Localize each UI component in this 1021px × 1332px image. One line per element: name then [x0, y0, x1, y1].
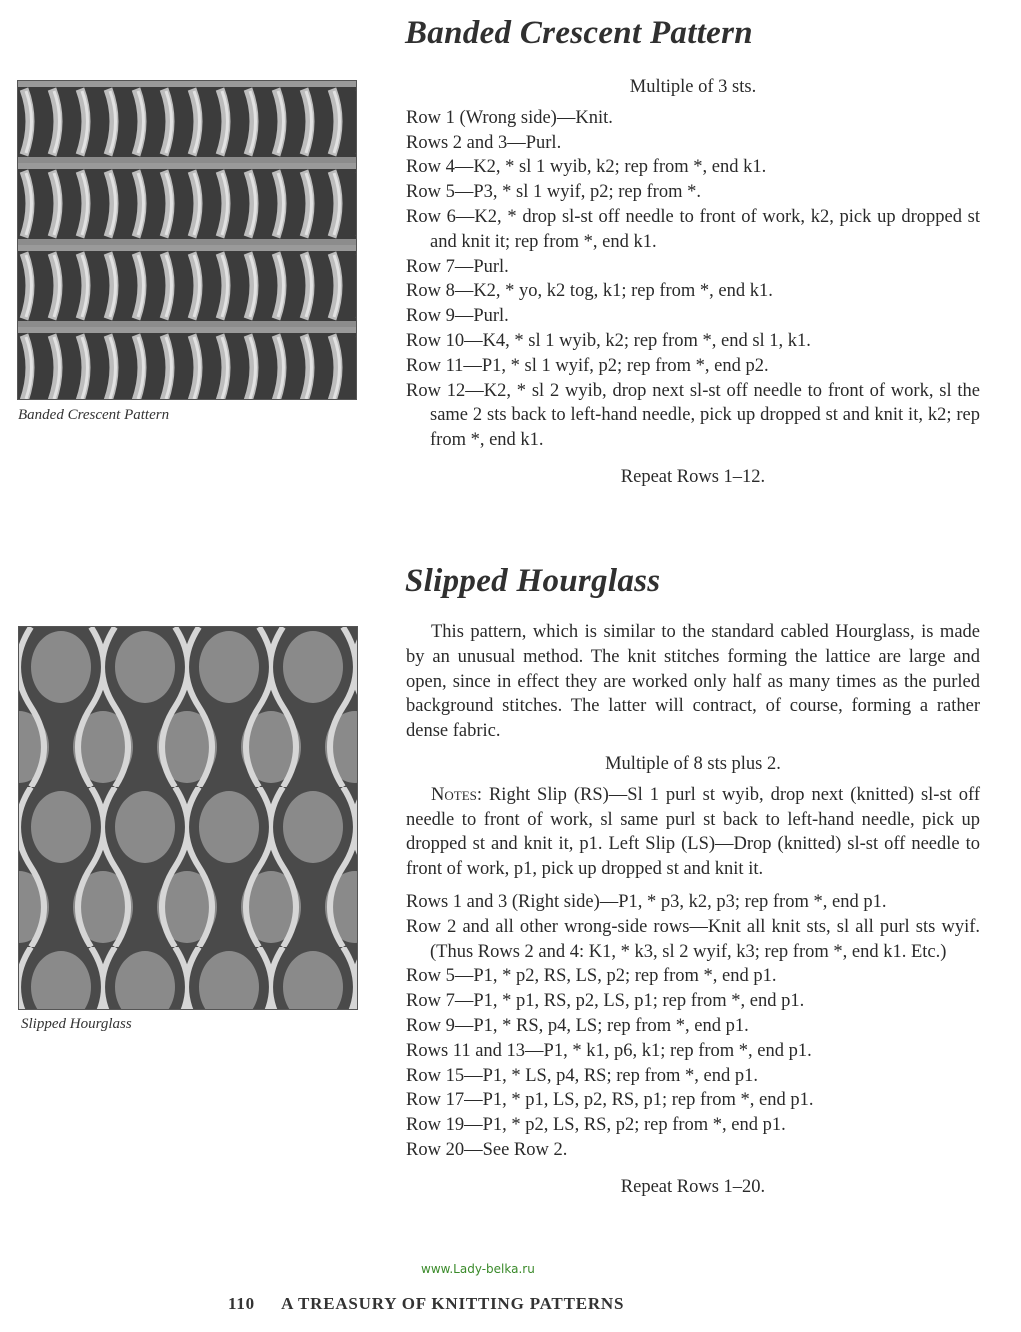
hourglass-swatch-image [19, 627, 357, 1009]
swatch-caption: Banded Crescent Pattern [18, 407, 170, 423]
row-instruction: Row 5—P3, * sl 1 wyif, p2; rep from *. [406, 182, 701, 203]
row-instruction: Row 7—P1, * p1, RS, p2, LS, p1; rep from *, end p1. [406, 991, 805, 1012]
row-instruction: Row 4—K2, * sl 1 wyib, k2; rep from *, end k1. [406, 157, 767, 178]
row-instruction: Row 1 (Wrong side)—Knit. [406, 107, 613, 128]
row-instruction: Row 9—Purl. [406, 306, 509, 327]
pattern-title-slipped-hourglass: Slipped Hourglass [405, 563, 661, 599]
row-instruction: Row 12—K2, * sl 2 wyib, drop next sl-st off needle to front of work, sl the same 2 sts back to left-hand needle, pick up dropped st and knit it, k2; rep from *, end k1. [406, 380, 980, 451]
pattern-instructions-slipped-hourglass [406, 620, 980, 1206]
row-instruction: Row 10—K4, * sl 1 wyib, k2; rep from *, end sl 1, k1. [406, 330, 811, 351]
row-instruction: Rows 11 and 13—P1, * k1, p6, k1; rep from *, end p1. [406, 1040, 812, 1061]
running-footer-title: A TREASURY OF KNITTING PATTERNS [281, 1294, 625, 1313]
page-footer [228, 1294, 624, 1314]
pattern-title-banded-crescent: Banded Crescent Pattern [405, 15, 753, 51]
crescent-swatch-image [18, 81, 356, 399]
swatch-photo-slipped-hourglass [18, 626, 358, 1010]
repeat-instruction: Repeat Rows 1–20. [620, 1176, 766, 1197]
row-instruction: Row 17—P1, * p1, LS, p2, RS, p1; rep from *, end p1. [406, 1090, 814, 1111]
row-instruction: Rows 2 and 3—Purl. [406, 132, 562, 153]
swatch-photo-banded-crescent [17, 80, 357, 400]
page-number: 110 [228, 1294, 255, 1313]
notes-text: Right Slip (RS)—Sl 1 purl st wyib, drop next (knitted) sl-st off needle to front of work, sl same purl st back to left-hand needle, pick up dropped st and knit it, p1. Left Slip (LS)—Drop (knitted) sl-st off needle to front of work, p1, pick up dropped st and knit it. [406, 784, 980, 880]
row-instruction: Row 6—K2, * drop sl-st off needle to front of work, k2, pick up dropped st and knit it; rep from *, end k1. [406, 206, 980, 252]
watermark-link[interactable]: www.Lady-belka.ru [421, 1262, 535, 1276]
row-instruction: Row 15—P1, * LS, p4, RS; rep from *, end p1. [406, 1065, 759, 1086]
stitch-multiple: Multiple of 3 sts. [629, 77, 757, 97]
row-instruction: Row 7—Purl. [406, 256, 509, 277]
stitch-multiple: Multiple of 8 sts plus 2. [605, 753, 781, 774]
notes-paragraph [406, 783, 980, 882]
row-instruction: Row 11—P1, * sl 1 wyif, p2; rep from *, end p2. [406, 355, 769, 376]
row-instruction: Rows 1 and 3 (Right side)—P1, * p3, k2, p3; rep from *, end p1. [406, 891, 887, 912]
intro-paragraph: This pattern, which is similar to the standard cabled Hourglass, is made by an unusual method. The knit stitches forming the lattice are large and open, since in effect they are worked only half as many times as the purled background stitches. The latter will contract, of course, forming a rather dense fabric. [406, 622, 980, 742]
repeat-instruction: Repeat Rows 1–12. [620, 466, 766, 487]
pattern-instructions-banded-crescent [406, 75, 980, 496]
row-instruction: Row 20—See Row 2. [406, 1139, 568, 1160]
row-instruction: Row 8—K2, * yo, k2 tog, k1; rep from *, end k1. [406, 281, 773, 302]
notes-label: Notes: [431, 784, 482, 805]
row-instruction: Row 9—P1, * RS, p4, LS; rep from *, end p1. [406, 1015, 749, 1036]
row-instruction: Row 5—P1, * p2, RS, LS, p2; rep from *, end p1. [406, 966, 777, 987]
row-instruction: Row 19—P1, * p2, LS, RS, p2; rep from *, end p1. [406, 1115, 786, 1136]
swatch-caption: Slipped Hourglass [21, 1016, 132, 1032]
row-instruction: Row 2 and all other wrong-side rows—Knit all knit sts, sl all purl sts wyif. (Thus Rows 2 and 4: K1, * k3, sl 2 wyif, k3; rep from *, end k1. Etc.) [406, 916, 980, 962]
